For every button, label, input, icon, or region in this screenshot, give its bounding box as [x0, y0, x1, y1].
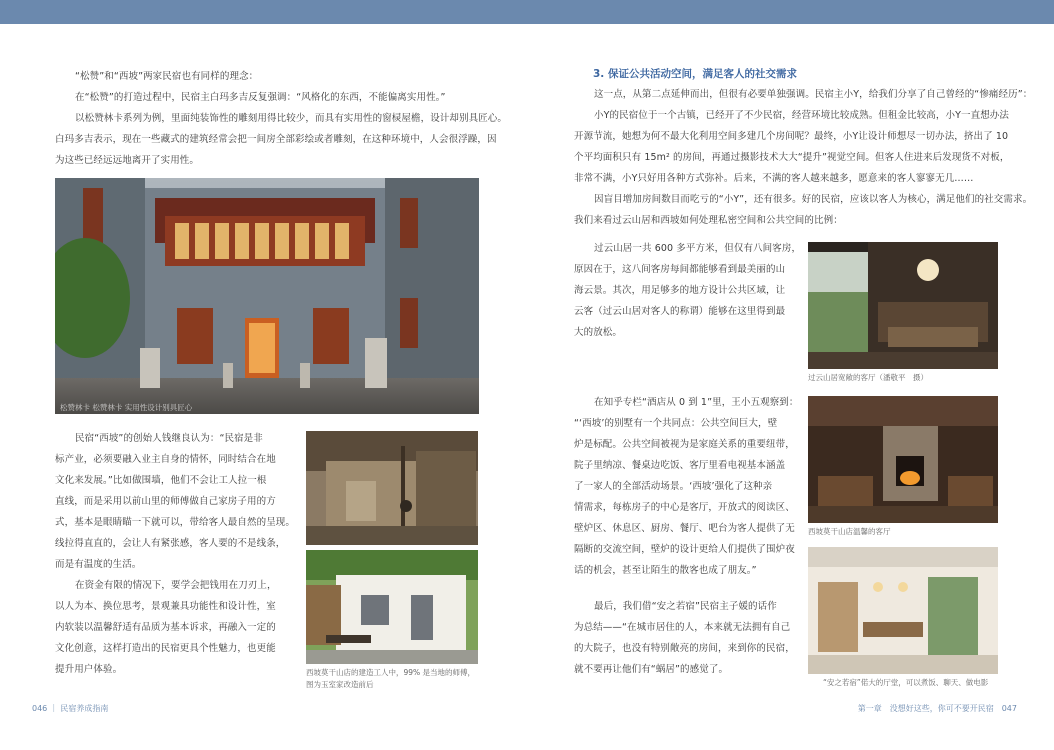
text-line: 非常不满，小Y只好用各种方式弥补。后来，不满的客人越来越多，愿意来的客人寥寥无几……	[574, 173, 974, 184]
text-line: 我们来看过云山居和西坡如何处理私密空间和公共空间的比例：	[574, 215, 843, 226]
ruin-caption	[306, 667, 475, 691]
right-intro-text	[574, 84, 1033, 231]
text-line: 白玛多吉表示，现在一些藏式的建筑经常会把一间房全部彩绘或者雕刻，在这种环境中，人会很浮躁，因	[55, 134, 497, 145]
right-body-text-3	[574, 596, 799, 680]
text-line: 式，基本是眼睛瞄一下就可以，带给客人最自然的呈现。	[55, 517, 296, 528]
text-line: 院子里纳凉、餐桌边吃饭、客厅里看电视基本涵盖	[574, 460, 786, 471]
anzhiruosu-caption: “安之若宿”偌大的厅堂，可以煮饭、聊天、做电影	[823, 678, 989, 687]
text-line: 海云景。其次，用足够多的地方设计公共区域，让	[574, 285, 786, 296]
text-line: 开源节流，她想为何不最大化利用空间多建几个房间呢？最终，小Y让设计师想尽一切办法，挤出了 10	[574, 131, 1009, 142]
text-line: 话的机会，甚至让陌生的散客也成了朋友。”	[574, 565, 757, 576]
footer-left: 046 ｜ 民宿养成指南	[32, 704, 109, 713]
top-color-bar	[0, 0, 1054, 24]
text-line: 原因在于，这八间客房每间都能够看到最美丽的山	[574, 264, 786, 275]
text-line: 壁炉区、休息区、厨房、餐厅、吧台为客人提供了无	[574, 523, 795, 534]
text-line: 的大院子，也没有特别敞亮的房间，来到你的民宿，	[574, 643, 795, 654]
text-line: 为总结——“在城市居住的人，本来就无法拥有自己	[574, 622, 791, 633]
text-line: “松赞”和“西坡”两家民宿也有同样的理念：	[75, 71, 259, 82]
text-line: 以人为本、换位思考，景观兼具功能性和设计性，室	[55, 601, 276, 612]
left-body-text	[55, 428, 295, 680]
text-line: 炉是标配。公共空间被视为是家庭关系的重要纽带，	[574, 439, 795, 450]
anzhiruosu-hall-photo	[808, 547, 998, 674]
right-body-text-2	[574, 392, 799, 581]
text-line: 文化创意，这样打造出的民宿更具个性魅力，也更能	[55, 643, 276, 654]
text-line: 情需求，每栋房子的中心是客厅，开放式的阅读区、	[574, 502, 795, 513]
footer-right: 第一章 没想好这些，你可不要开民宿 047	[857, 704, 1017, 713]
text-line: 文化来发展。”比如做围墙，他们不会让工人拉一根	[55, 475, 267, 486]
text-line: 为这些已经远远地离开了实用性。	[55, 155, 200, 166]
xipo-after-photo	[306, 550, 478, 664]
text-line: 这一点，从第二点延伸而出，但很有必要单独强调。民宿主小Y，给我们分享了自己曾经的“惨痛经历”：	[594, 89, 1033, 100]
text-line: “‘西坡’的别墅有一个共同点：公共空间巨大，壁	[574, 418, 778, 429]
text-line: 标产业，必须要融入业主自身的情怀，同时结合在地	[55, 454, 276, 465]
left-intro-text	[55, 66, 508, 171]
text-line: 个平均面积只有 15m² 的房间，再通过摄影技术大大“提升”视觉空间。但客人住进来后发现货不对板，	[574, 152, 1010, 163]
text-line: 云客（过云山居对客人的称谓）能够在这里得到最	[574, 306, 786, 317]
text-line: 以松赞林卡系列为例，里面纯装饰性的雕刻用得比较少，而具有实用性的窗棂屋檐，设计却别具匠心。	[75, 113, 508, 124]
text-line: 因盲目增加房间数目而吃亏的“小Y”，还有很多。好的民宿，应该以客人为核心，满足他们的社交需求。	[594, 194, 1033, 205]
text-line: 最后，我们借“安之若宿”民宿主子媛的话作	[594, 601, 777, 612]
text-line: 在“松赞”的打造过程中，民宿主白玛多吉反复强调：“风格化的东西，不能偏离实用性。”	[75, 92, 446, 103]
text-line: 在资金有限的情况下，要学会把钱用在刀刃上，	[75, 580, 277, 591]
guoyun-living-room-photo	[808, 242, 998, 369]
caption-line: 图为玉室家改造前后	[306, 680, 374, 689]
caption-line: 西坡莫干山店的建造工人中，99% 是当地的师傅，	[306, 668, 476, 677]
xipo-caption: 西坡莫干山店温馨的客厅	[808, 527, 891, 536]
xipo-before-photo	[306, 431, 478, 545]
text-line: 内软装以温馨舒适有品质为基本诉求，再融入一定的	[55, 622, 276, 633]
text-line: 而是有温度的生活。	[55, 559, 142, 570]
text-line: 隔断的交流空间，壁炉的设计更给人们提供了围炉夜	[574, 544, 795, 555]
songzan-courtyard-photo	[55, 178, 479, 414]
photo-watermark: 松赞林卡 松赞林卡 实用性设计别具匠心	[60, 403, 193, 412]
xipo-living-room-photo	[808, 396, 998, 523]
section-heading: 3. 保证公共活动空间，满足客人的社交需求	[593, 68, 797, 80]
text-line: 提升用户体验。	[55, 664, 123, 675]
text-line: 了一家人的全部活动场景。‘西坡’强化了这种亲	[574, 481, 773, 492]
text-line: 就不要再让他们有“蜗居”的感觉了。	[574, 664, 729, 675]
text-line: 大的放松。	[574, 327, 623, 338]
text-line: 直线，而是采用以前山里的师傅做自己家房子用的方	[55, 496, 276, 507]
text-line: 小Y的民宿位于一个古镇，已经开了不少民宿，经营环境比较成熟。但租金比较高，小Y一直想办法	[594, 110, 1010, 121]
text-line: 线拉得直直的，会让人有紧张感，客人要的不是线条，	[55, 538, 286, 549]
text-line: 过云山居一共 600 多平方米，但仅有八间客房，	[594, 243, 802, 254]
text-line: 在知乎专栏“酒店从 0 到 1”里，王小五观察到：	[594, 397, 799, 408]
guoyun-caption: 过云山居宽敞的客厅（潘敬平 摄）	[808, 373, 928, 382]
text-line: 民宿“西坡”的创始人钱继良认为：“民宿是非	[75, 433, 263, 444]
right-body-text-1	[574, 238, 802, 343]
